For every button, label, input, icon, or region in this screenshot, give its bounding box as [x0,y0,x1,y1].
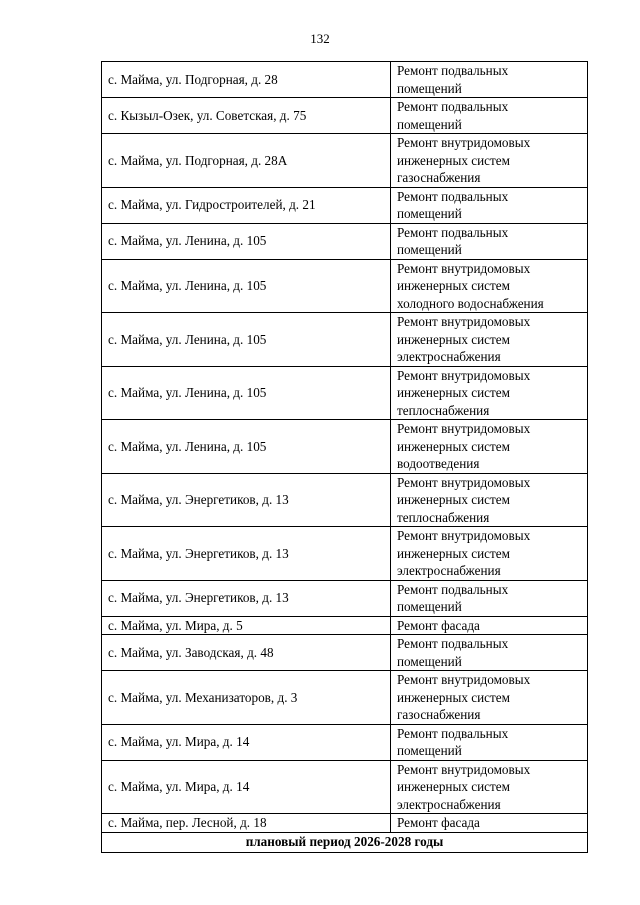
planning-period-heading: плановый период 2026-2028 годы [102,832,588,852]
address-cell: с. Майма, ул. Подгорная, д. 28 [102,62,391,98]
address-cell: с. Майма, ул. Энергетиков, д. 13 [102,580,391,616]
work-type-line: Ремонт подвальных [397,725,509,741]
work-type-line: инженерных систем [397,278,510,293]
work-type-line: Ремонт внутридомовых [397,260,531,276]
work-type-line: инженерных систем [397,689,510,705]
work-type-cell [391,671,588,725]
table-row [102,760,588,814]
work-type-cell [391,724,588,760]
work-type-line: Ремонт внутридомовых [397,528,531,543]
address-cell: с. Майма, ул. Ленина, д. 105 [102,366,391,420]
work-type-cell [391,62,588,98]
work-type-cell [391,98,588,134]
work-type-line: газоснабжения [397,170,481,185]
table-row [102,580,588,616]
work-type-line: водоотведения [397,456,480,471]
table-row [102,223,588,259]
work-type-line: электроснабжения [397,563,501,578]
work-type-cell [391,366,588,420]
table-row [102,616,588,635]
work-type-line: Ремонт внутридомовых [397,367,531,383]
work-type-line: Ремонт подвальных [397,581,509,597]
work-type-line: инженерных систем [397,438,510,454]
table-row [102,671,588,725]
work-type-line: помещений [397,599,462,614]
work-type-line: инженерных систем [397,545,510,561]
work-type-line: инженерных систем [397,779,510,794]
address-cell: с. Майма, ул. Ленина, д. 105 [102,259,391,313]
work-type-cell [391,635,588,671]
work-type-line: Ремонт внутридомовых [397,314,531,329]
table-row [102,62,588,98]
work-type-line: помещений [397,653,462,669]
table-footer-row [102,832,588,852]
page-number: 132 [310,31,330,46]
work-type-line: Ремонт подвальных [397,99,509,114]
work-type-line: инженерных систем [397,385,510,400]
work-type-line: Ремонт подвальных [397,224,509,240]
address-cell: с. Майма, ул. Заводская, д. 48 [102,635,391,671]
work-type-line: Ремонт подвальных [397,63,509,78]
address-cell: с. Майма, ул. Энергетиков, д. 13 [102,473,391,527]
repair-table [101,61,588,853]
work-type-line: теплоснабжения [397,509,490,525]
address-cell: с. Майма, ул. Мира, д. 14 [102,724,391,760]
work-type-line: Ремонт внутридомовых [397,421,531,436]
work-type-cell [391,420,588,474]
table-row [102,187,588,223]
address-cell: с. Майма, пер. Лесной, д. 18 [102,814,391,833]
work-type-cell [391,134,588,188]
work-type-cell [391,223,588,259]
work-type-line: Ремонт внутридомовых [397,761,531,777]
work-type-line: электроснабжения [397,349,501,364]
address-cell: с. Майма, ул. Мира, д. 14 [102,760,391,814]
address-cell: с. Майма, ул. Подгорная, д. 28А [102,134,391,188]
work-type-line: инженерных систем [397,492,510,507]
work-type-line: Ремонт подвальных [397,188,509,204]
work-type-line: холодного водоснабжения [397,295,544,311]
work-type-line: помещений [397,116,462,132]
work-type-line: Ремонт фасада [397,815,480,830]
address-cell: с. Майма, ул. Ленина, д. 105 [102,420,391,474]
table-row [102,473,588,527]
address-cell: с. Майма, ул. Ленина, д. 105 [102,223,391,259]
work-type-cell [391,580,588,616]
work-type-line: Ремонт внутридомовых [397,672,531,687]
address-cell: с. Майма, ул. Механизаторов, д. 3 [102,671,391,725]
work-type-cell [391,187,588,223]
work-type-line: Ремонт подвальных [397,636,509,651]
address-cell: с. Майма, ул. Ленина, д. 105 [102,313,391,367]
table-row [102,313,588,367]
work-type-line: помещений [397,80,462,96]
address-cell: с. Майма, ул. Гидростроителей, д. 21 [102,187,391,223]
address-cell: с. Кызыл-Озек, ул. Советская, д. 75 [102,98,391,134]
work-type-line: Ремонт внутридомовых [397,474,531,490]
table-row [102,635,588,671]
work-type-line: помещений [397,242,462,257]
work-type-cell [391,259,588,313]
table-row [102,527,588,581]
table-row [102,420,588,474]
work-type-line: газоснабжения [397,707,481,722]
table-body [102,62,588,833]
work-type-line: Ремонт внутридомовых [397,135,531,150]
work-type-cell [391,473,588,527]
work-type-cell [391,616,588,635]
work-type-line: электроснабжения [397,796,501,812]
table-row [102,814,588,833]
work-type-cell [391,313,588,367]
table-row [102,134,588,188]
work-type-cell [391,814,588,833]
work-type-line: теплоснабжения [397,402,490,418]
work-type-line: помещений [397,743,462,758]
work-type-line: инженерных систем [397,152,510,168]
address-cell: с. Майма, ул. Энергетиков, д. 13 [102,527,391,581]
address-cell: с. Майма, ул. Мира, д. 5 [102,616,391,635]
table-row [102,98,588,134]
table-row [102,724,588,760]
work-type-line: инженерных систем [397,331,510,347]
work-type-line: помещений [397,206,462,221]
table-row [102,366,588,420]
work-type-cell [391,760,588,814]
work-type-cell [391,527,588,581]
work-type-line: Ремонт фасада [397,617,480,633]
table-row [102,259,588,313]
